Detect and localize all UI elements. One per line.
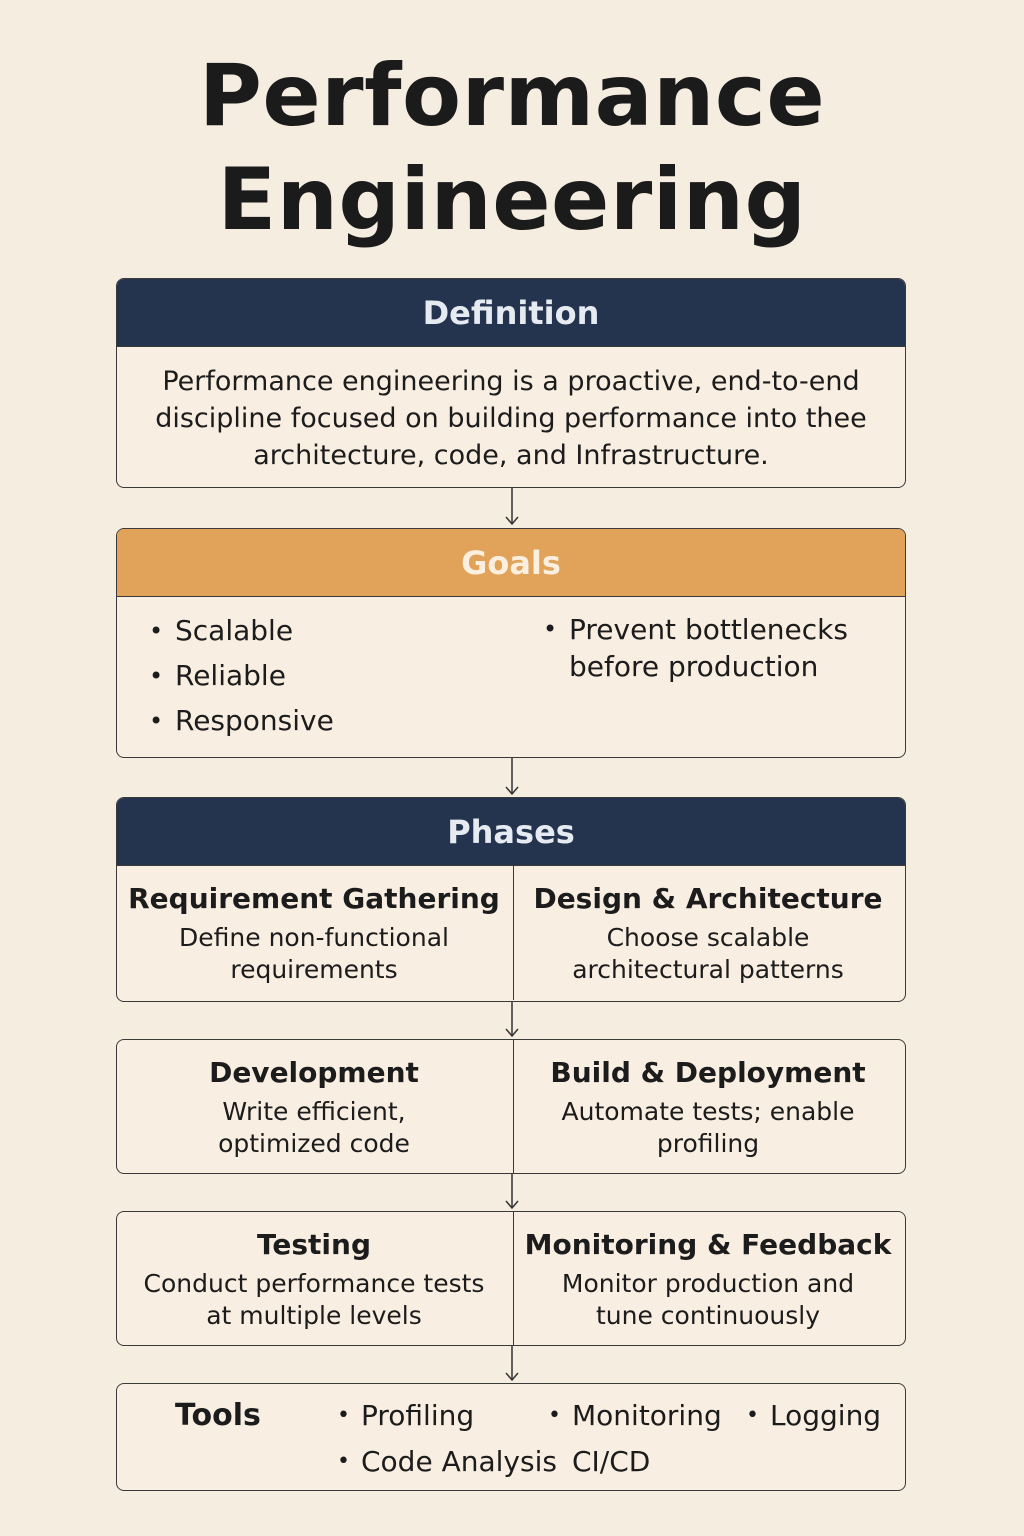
goal-item-line-1: Prevent bottlenecks [569,613,848,646]
phase-desc-line-2: requirements [230,955,398,984]
phase-development [117,1040,511,1174]
phase-name: Monitoring & Feedback [524,1228,892,1261]
definition-line-3: architecture, code, and Infrastructure. [253,440,769,471]
goal-item: • Responsive [147,701,334,746]
tool-item: • Logging [770,1396,881,1436]
phase-description [511,1268,905,1332]
goal-item [541,611,848,685]
goals-header: Goals [117,529,905,597]
goals-list-right [541,611,848,685]
phase-description [117,1268,511,1332]
title-line-1: Performance [198,46,826,146]
phase-desc-line-1: Monitor production and [561,1269,855,1298]
phase-row-3 [117,1212,905,1346]
tools-box [116,1383,906,1491]
phase-desc-line-1: Choose scalable [606,923,810,952]
phase-requirement-gathering [117,866,511,1000]
title-line-2: Engineering [217,150,807,250]
phase-description [511,922,905,986]
phase-name: Requirement Gathering [128,882,500,915]
phase-row-1 [117,866,905,1000]
phase-name: Testing [257,1228,371,1261]
phase-desc-line-2: architectural patterns [572,955,844,984]
phase-desc-line-1: Define non-functional [179,923,449,952]
phase-row-2 [117,1040,905,1174]
phase-desc-line-1: Conduct performance tests [143,1269,485,1298]
tool-item: • Profiling [361,1396,474,1436]
tool-item: • Code Analysis [361,1442,557,1482]
phase-description [511,1096,905,1160]
phases-header: Phases [117,798,905,866]
goals-box [116,528,906,758]
phase-desc-line-2: tune continuously [595,1301,821,1330]
phase-name: Build & Deployment [550,1056,866,1089]
phases-box [116,797,906,1002]
goal-item-line-2: before production [569,650,819,683]
goal-item: • Scalable [147,611,334,656]
phase-desc-line-1: Automate tests; enable [561,1097,855,1126]
phase-name: Design & Architecture [533,882,883,915]
phase-testing [117,1212,511,1346]
definition-line-2: discipline focused on building performance into thee [155,403,867,434]
goals-list-left [147,611,334,746]
definition-box [116,278,906,488]
arrow-down-icon [502,758,522,798]
goals-body [117,597,905,757]
phase-desc-line-2: optimized code [218,1129,410,1158]
phase-desc-line-1: Write efficient, [222,1097,406,1126]
phases-row-3-box [116,1211,906,1346]
definition-line-1: Performance engineering is a proactive, end-to-end [162,366,860,397]
phases-row-2-box [116,1039,906,1174]
arrow-down-icon [502,1174,522,1212]
tool-item: CI/CD [572,1445,651,1478]
phase-design-architecture [511,866,905,1000]
phase-desc-line-2: at multiple levels [206,1301,422,1330]
phase-monitoring-feedback [511,1212,905,1346]
definition-header: Definition [117,279,905,347]
page-title [0,44,1024,252]
arrow-down-icon [502,488,522,528]
phase-description [117,1096,511,1160]
definition-text [117,347,905,474]
arrow-down-icon [502,1346,522,1384]
phase-build-deployment [511,1040,905,1174]
tool-item: • Monitoring [572,1396,722,1436]
goal-item: • Reliable [147,656,334,701]
phase-name: Development [209,1056,419,1089]
arrow-down-icon [502,1002,522,1040]
tools-label: Tools [175,1398,261,1433]
phase-description [117,922,511,986]
phase-desc-line-2: profiling [656,1129,760,1158]
